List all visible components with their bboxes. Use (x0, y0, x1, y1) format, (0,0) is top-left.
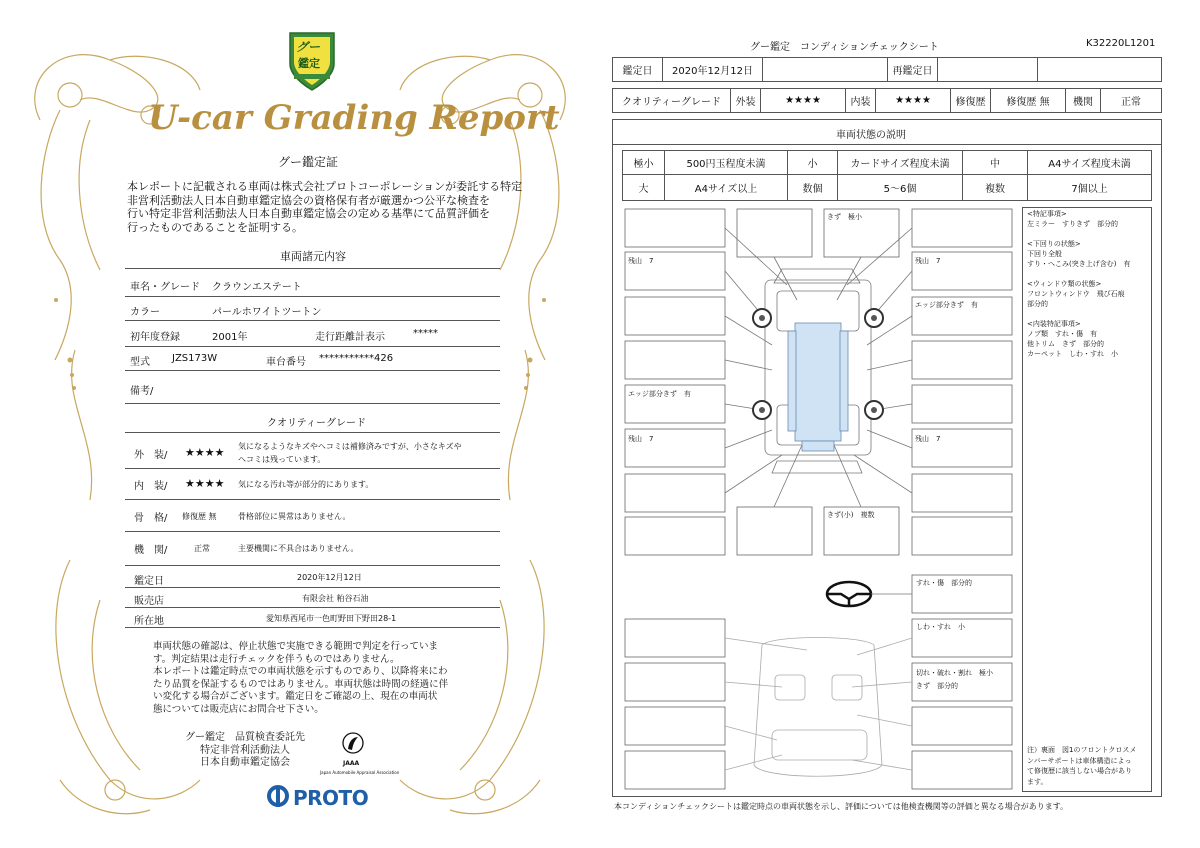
notes-text (1027, 209, 1153, 359)
dealer-value: 有限会社 粕谷石油 (302, 594, 369, 603)
intro-text (127, 180, 523, 234)
legend-s-label: 小 (788, 151, 838, 175)
note-line: <下回りの状態> (1027, 240, 1081, 248)
exterior-note-1: 気になるようなキズやヘコミは補修済みですが、小さなキズや (238, 442, 462, 451)
legend-s-value: カードサイズ程度未満 (838, 151, 963, 175)
label-cut-1: 切れ・破れ・割れ 極小 (916, 669, 993, 677)
note-line: <内装特記事項> (1027, 320, 1081, 328)
label-rl-tire: 残山 7 (628, 435, 654, 443)
issuer-block (170, 732, 320, 770)
intro-line: 行い特定非営利活動法人日本自動車鑑定協会の定める基準にて品質評価を (127, 207, 490, 220)
proto-logo-text: PROTO (293, 786, 369, 810)
specs-title: 車両諸元内容 (280, 250, 346, 263)
note-line: <ウィンドウ類の状態> (1027, 280, 1102, 288)
repair-history-value: 修復歴 無 (991, 89, 1066, 112)
name-value: クラウンエステート (212, 282, 302, 293)
sheet-id: K32220L1201 (1086, 38, 1156, 49)
quality-grade-title: クオリティーグレード (267, 418, 366, 429)
engine-label: 機 関/ (134, 545, 168, 556)
disclaimer-line: 車両状態の確認は、停止状態で実施できる範囲で判定を行っていま (153, 641, 439, 652)
note-line (1027, 269, 1153, 279)
name-label: 車名・グレード (130, 282, 200, 293)
disclaimer-line: たり品質を保証するものではありません。車両状態は時間の経過に伴 (153, 678, 449, 690)
condition-check-sheet (600, 0, 1200, 848)
note-line: 部分的 (1027, 300, 1048, 308)
quality-grade-label: クオリティーグレード (613, 89, 731, 112)
legend-few-value: 5～6個 (838, 175, 963, 200)
repair-history-label: 修復歴 (951, 89, 991, 112)
engine-label: 機関 (1066, 89, 1101, 112)
appraisal-date-value: 2020年12月12日 (297, 573, 362, 582)
underside-note (1027, 745, 1153, 787)
address-value: 愛知県西尾市一色町野田下野田28-1 (266, 614, 397, 623)
proto-logo-icon (266, 785, 292, 809)
underside-note-line: ンバーサポートは車体構造によっ (1027, 756, 1132, 765)
color-label: カラー (130, 307, 160, 318)
jaaa-logo-icon (341, 731, 365, 759)
dealer-label: 販売店 (134, 596, 164, 607)
color-value: パールホワイトツートン (212, 307, 322, 318)
label-cut-2: きず 部分的 (916, 682, 958, 690)
appraisal-date-label: 鑑定日 (134, 576, 164, 587)
label-right-edge: エッジ部分きず 有 (915, 301, 978, 309)
interior-note: 気になる汚れ等が部分的にあります。 (238, 480, 374, 489)
date-row (612, 57, 1162, 82)
certificate-title: グー鑑定証 (278, 155, 339, 169)
exterior-label: 外装 (731, 89, 761, 112)
legend-xs-label: 極小 (623, 151, 665, 175)
interior-label: 内 装/ (134, 481, 168, 492)
frame-value: 修復歴 無 (182, 512, 217, 521)
exterior-stars: ★★★★ (185, 446, 225, 459)
frame-note: 骨格部位に異常はありません。 (238, 512, 351, 521)
reappraisal-date-value (938, 58, 1038, 81)
exterior-note-2: ヘコミは残っています。 (238, 455, 326, 464)
vehicle-diagram (612, 205, 1022, 797)
model-label: 型式 (130, 357, 150, 368)
script-title: U-car Grading Report (148, 98, 560, 138)
underside-note-line: て修復歴に該当しない場合があり (1027, 767, 1132, 775)
frame-label: 骨 格/ (134, 513, 168, 524)
underside-note-line: ます。 (1027, 777, 1048, 786)
label-top-mid: きず 極小 (827, 213, 862, 221)
address-label: 所在地 (134, 616, 164, 627)
chassis-value: ***********426 (319, 353, 394, 364)
date-blank (763, 58, 888, 81)
reappraisal-date-label: 再鑑定日 (888, 58, 938, 81)
engine-value: 正常 (194, 544, 210, 553)
appraisal-date-label: 鑑定日 (613, 58, 663, 81)
mileage-label: 走行距離計表示 (315, 332, 385, 343)
note-line: すり・へこみ(突き上げ含む) 有 (1027, 260, 1131, 268)
engine-value: 正常 (1121, 97, 1141, 108)
interior-stars: ★★★★ (876, 89, 951, 112)
label-fl-tire: 残山 7 (628, 257, 654, 265)
appraisal-date-value: 2020年12月12日 (663, 58, 763, 81)
underside-note-line: 注）裏面 図1のフロントクロスメ (1027, 746, 1137, 754)
issuer-line: 特定非営利活動法人 (200, 744, 290, 756)
jaaa-subtitle: Japan Automobile Appraisal Association (320, 770, 400, 775)
note-line: 下回り全般 (1027, 250, 1062, 258)
legend-l-label: 大 (623, 175, 665, 200)
note-line: 左ミラー すりきず 部分的 (1027, 220, 1118, 228)
interior-label: 内装 (846, 89, 876, 112)
badge-text-top: グー (296, 40, 321, 54)
label-fr-tire: 残山 7 (915, 257, 941, 265)
legend-many-label: 複数 (963, 175, 1028, 200)
legend-title: 車両状態の説明 (836, 130, 906, 141)
disclaimer-line: 本レポートは鑑定時点での車両状態を示すものであり、以降将来にわ (153, 666, 448, 677)
exterior-label: 外 装/ (134, 450, 168, 461)
legend-m-value: A4サイズ程度未満 (1028, 151, 1151, 175)
interior-stars: ★★★★ (185, 477, 225, 490)
mileage-value: ***** (413, 328, 438, 339)
first-registration-label: 初年度登録 (130, 332, 180, 343)
sheet-title: グー鑑定 コンディションチェックシート (750, 42, 939, 53)
legend-l-value: A4サイズ以上 (665, 175, 788, 200)
legend-many-value: 7個以上 (1071, 184, 1108, 195)
label-rr-tire: 残山 7 (915, 435, 941, 443)
footer-note: 本コンディションチェックシートは鑑定時点の車両状態を示し、評価については他検査機関等の評価と異なる場合があります。 (614, 802, 1069, 811)
exterior-stars: ★★★★ (761, 89, 846, 112)
grade-row (612, 88, 1162, 113)
badge-text-bottom: 鑑定 (298, 57, 320, 70)
steering-wheel-icon (827, 582, 871, 606)
legend-m-label: 中 (963, 151, 1028, 175)
jaaa-name: JAAA (343, 760, 360, 767)
label-left-edge: エッジ部分きず 有 (628, 390, 691, 398)
issuer-line: グー鑑定 品質検査委託先 (185, 732, 305, 743)
label-wrinkle: しわ・すれ 小 (916, 623, 965, 631)
model-value: JZS173W (172, 353, 218, 364)
intro-line: 行ったものであることを証明する。 (127, 220, 303, 234)
engine-note: 主要機関に不具合はありません。 (238, 544, 359, 553)
label-steering: すれ・傷 部分的 (916, 579, 972, 587)
legend-few-label: 数個 (788, 175, 838, 200)
note-line (1027, 229, 1153, 239)
disclaimer-line: 態については販売店にお問合せ下さい。 (153, 703, 324, 715)
first-registration-value: 2001年 (212, 332, 248, 343)
chassis-label: 車台番号 (266, 357, 306, 368)
remarks-label: 備考/ (130, 386, 154, 397)
note-line: 他トリム きず 部分的 (1027, 340, 1104, 348)
size-legend (622, 150, 1152, 201)
disclaimer-text (153, 641, 483, 716)
note-line (1027, 309, 1153, 319)
intro-line: 本レポートに記載される車両は株式会社プロトコーポレーションが委託する特定 (127, 180, 523, 193)
intro-line: 非営利活動法人日本自動車鑑定協会の資格保有者が厳選かつ公平な検査を (127, 193, 490, 207)
note-line: カーペット しわ・すれ 小 (1027, 350, 1118, 358)
label-bottom-mid: きず(小) 複数 (827, 511, 875, 519)
note-line: フロントウィンドウ 飛び石痕 (1027, 290, 1125, 298)
disclaimer-line: す。判定結果は走行チェックを伴うものではありません。 (153, 653, 400, 665)
note-line: ノブ類 すれ・傷 有 (1027, 330, 1097, 338)
issuer-line: 日本自動車鑑定協会 (200, 757, 290, 768)
note-line: <特記事項> (1027, 210, 1067, 218)
disclaimer-line: い変化する場合がございます。鑑定日をご確認の上、現在の車両状 (153, 691, 438, 702)
legend-xs-value: 500円玉程度未満 (665, 151, 788, 175)
